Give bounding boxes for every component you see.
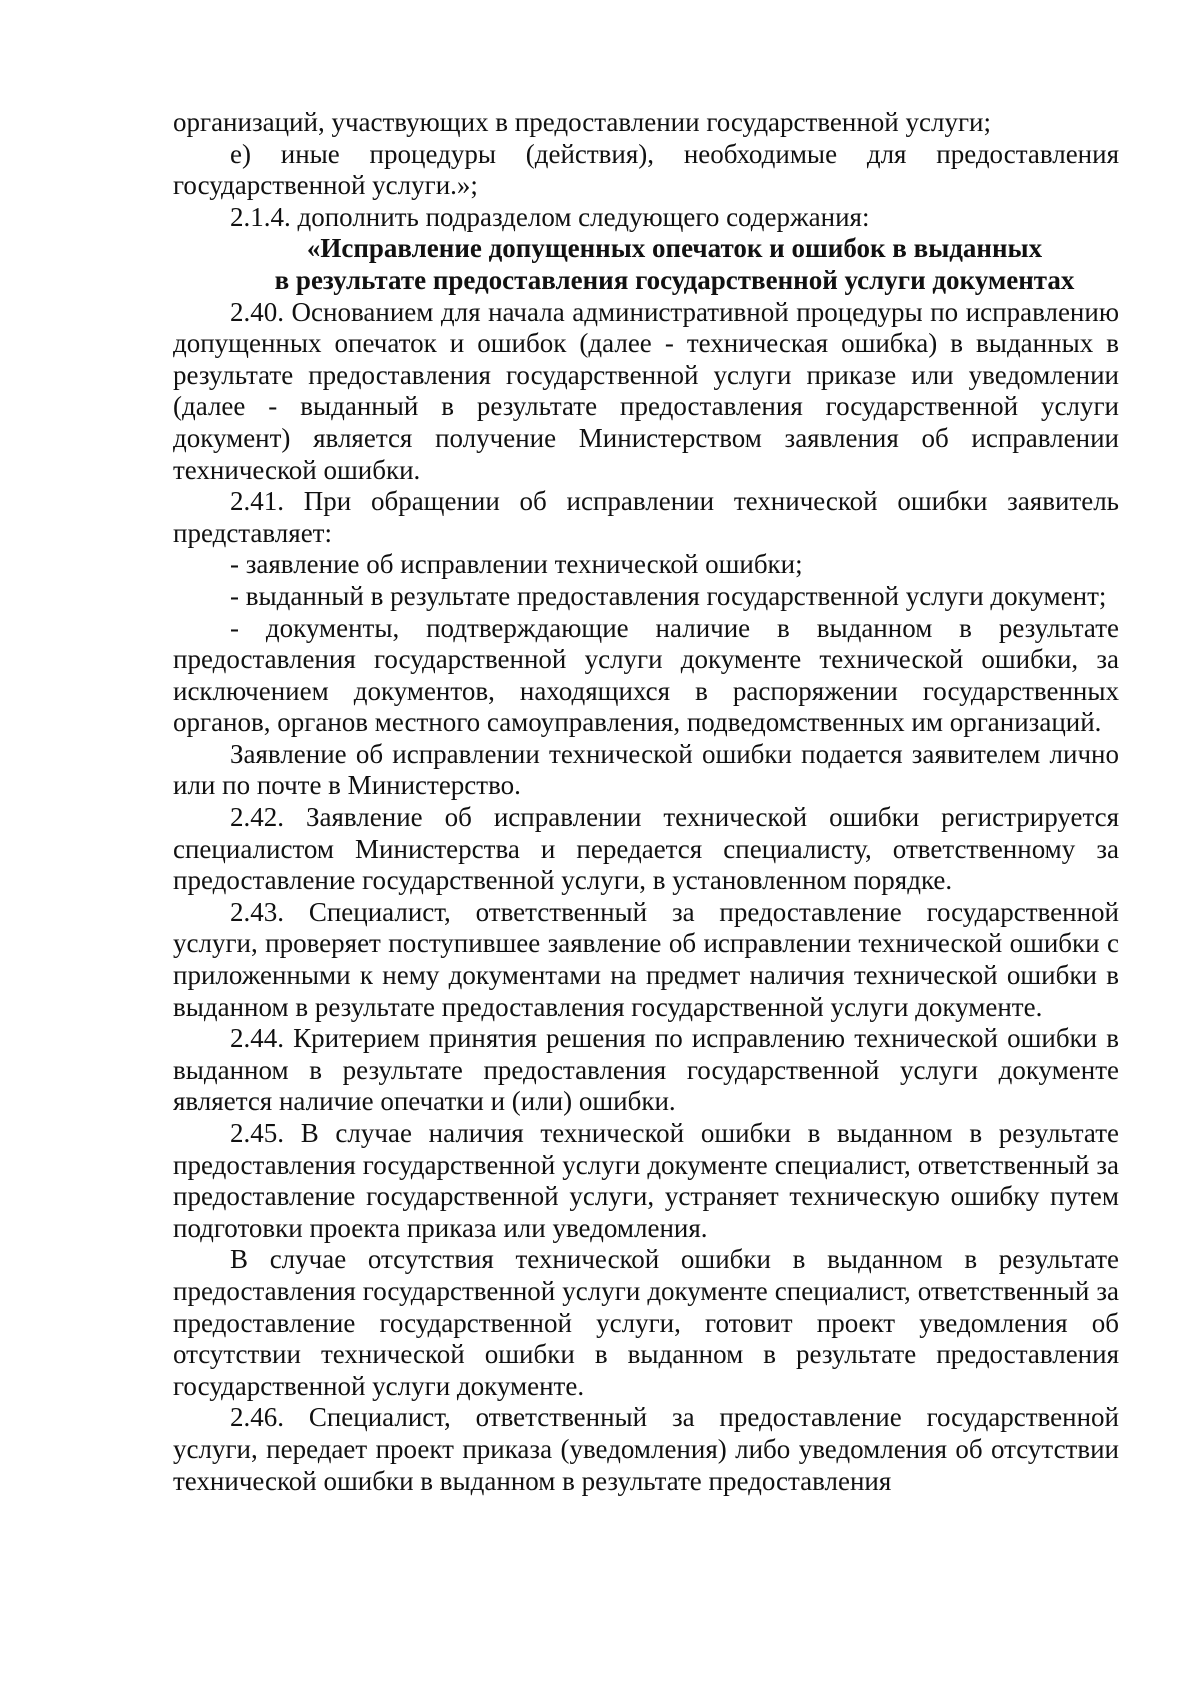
paragraph-2-46: 2.46. Специалист, ответственный за предоставление государственной услуги, передает проект приказа (уведомления) либо уведомления об отсутствии технической ошибки в выданном в результате предоставления [173,1402,1119,1496]
list-item-supporting-documents: - документы, подтверждающие наличие в выданном в результате предоставления государственной услуги документе технической ошибки, за исключением документов, находящихся в распоряжении государственных органов, органов местного самоуправления, подведомственных им организаций. [173,612,1119,738]
list-item-application: - заявление об исправлении технической ошибки; [230,549,803,580]
paragraph-intro-1: организаций, участвующих в предоставлении государственной услуги; [173,107,991,137]
paragraph-submission: Заявление об исправлении технической ошибки подается заявителем лично или по почте в Министерство. [173,738,1119,801]
paragraph-2-44: 2.44. Критерием принятия решения по исправлению технической ошибки в выданном в результате предоставления государственной услуги документе является наличие опечатки и (или) ошибки. [173,1023,1119,1117]
paragraph-no-error: В случае отсутствия технической ошибки в выданном в результате предоставления государственной услуги документе специалист, ответственный за предоставление государственной услуги, готовит проект уведомления об отсутствии технической ошибки в выданном в результате предоставления государственной услуги документе. [173,1244,1119,1401]
paragraph-2-40: 2.40. Основанием для начала административной процедуры по исправлению допущенных опечаток и ошибок (далее - техническая ошибка) в выданных в результате предоставления государственной услуги приказе или уведомлении (далее - выданный в результате предоставления государственной услуги документ) является получение Министерством заявления об исправлении технической ошибки. [173,296,1119,485]
list-item-issued-document: - выданный в результате предоставления государственной услуги документ; [230,580,1107,611]
paragraph-intro-2: е) иные процедуры (действия), необходимые для предоставления государственной услуги.»; [173,138,1119,201]
section-heading-line-2: в результате предоставления государственной услуги документах [274,264,1075,295]
section-heading-line-1: «Исправление допущенных опечаток и ошибок в выданных [306,233,1043,264]
paragraph-2-42: 2.42. Заявление об исправлении технической ошибки регистрируется специалистом Министерства и передается специалисту, ответственному за предоставление государственной услуги, в установленном порядке. [173,802,1119,896]
paragraph-2-45: 2.45. В случае наличия технической ошибки в выданном в результате предоставления государственной услуги документе специалист, ответственный за предоставление государственной услуги, устраняет техническую ошибку путем подготовки проекта приказа или уведомления. [173,1118,1119,1243]
document-page [173,107,1119,1497]
paragraph-intro-3: 2.1.4. дополнить подразделом следующего содержания: [230,201,870,232]
paragraph-2-41: 2.41. При обращении об исправлении технической ошибки заявитель представляет: [173,486,1119,548]
paragraph-2-43: 2.43. Специалист, ответственный за предоставление государственной услуги, проверяет поступившее заявление об исправлении технической ошибки с приложенными к нему документами на предмет наличия технической ошибки в выданном в результате предоставления государственной услуги документе. [173,896,1119,1022]
